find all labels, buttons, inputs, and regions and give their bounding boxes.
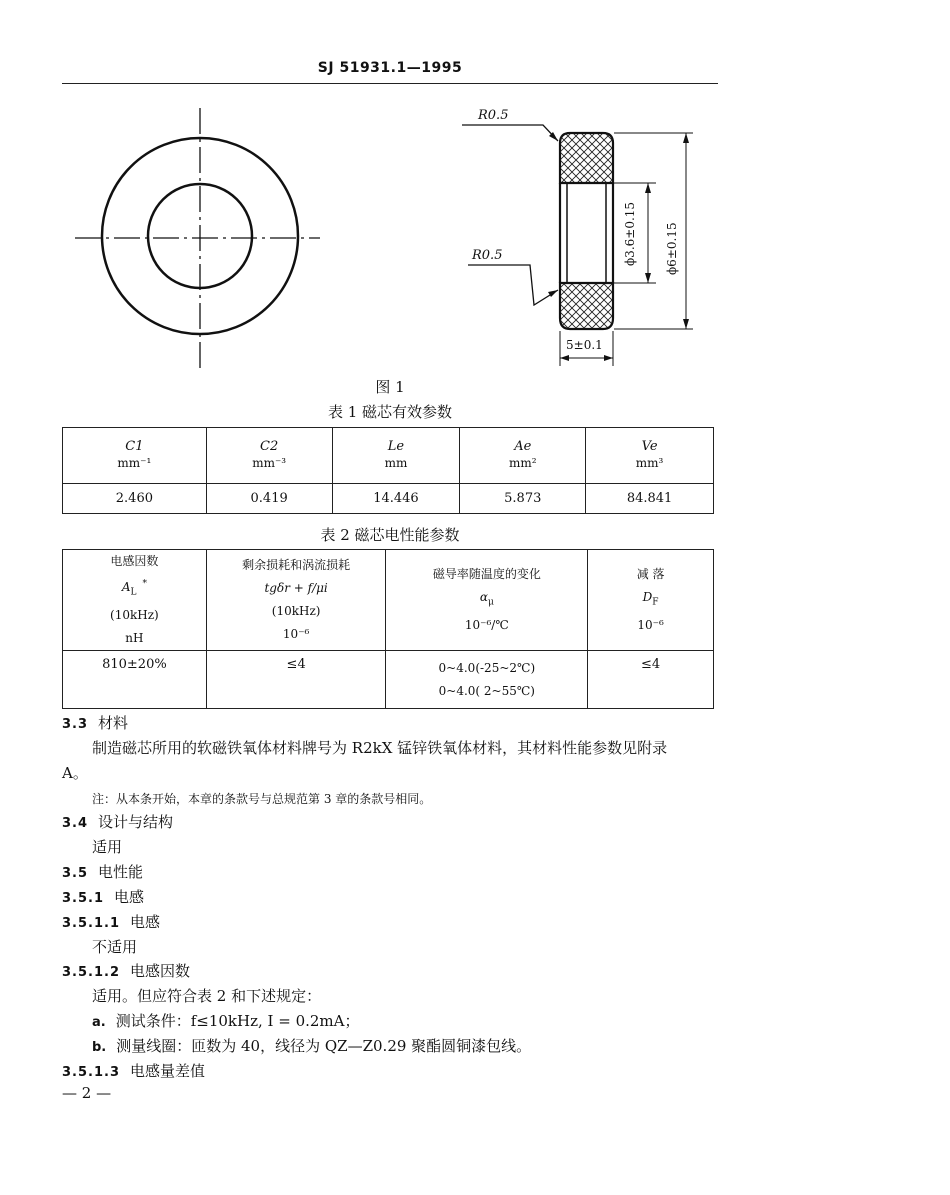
table2-header-row: [63, 550, 714, 651]
table1-value-cell: 0.419: [206, 484, 332, 514]
table1-header-cell: C1 mm⁻¹: [63, 428, 207, 484]
table2-caption: 表 2 磁芯电性能参数: [320, 526, 460, 544]
figure-1-drawing: [0, 0, 950, 390]
table2-header-disaccommodation: 减 落 $D_F$ 10⁻⁶: [588, 550, 714, 651]
table1-header-row: [63, 428, 714, 484]
table1-value-row: [63, 484, 714, 514]
width-dim: 5±0.1: [566, 338, 603, 352]
section-view: [462, 108, 693, 366]
list-item-a: a. 测试条件：f≤10kHz, I = 0.2mA；: [92, 1012, 360, 1030]
list-item-b: b. 测量线圈：匝数为 40，线径为 QZ—Z0.29 聚酯圆铜漆包线。: [92, 1037, 532, 1055]
table-1: [62, 427, 714, 514]
radius-label-top: R0.5: [478, 108, 509, 123]
table2-header-inductance-factor: 电感因数 $A_L^*$ (10kHz) nH: [63, 550, 207, 651]
outer-diameter-dim: ϕ6±0.15: [665, 222, 679, 275]
figure-caption: 图 1: [375, 378, 405, 396]
section-3-5-1-3-heading: 3.5.1.3 电感量差值: [62, 1062, 206, 1080]
table1-caption: 表 1 磁芯有效参数: [327, 403, 453, 421]
table1-value-cell: 5.873: [460, 484, 586, 514]
table1-header-cell: C2 mm⁻³: [206, 428, 332, 484]
table2-value-cell: 0~4.0(-25~2℃) 0~4.0( 2~55℃): [386, 651, 588, 709]
table2-value-cell: 810±20%: [63, 651, 207, 709]
table1-header-cell: Le mm: [332, 428, 460, 484]
section-3-3-body: 制造磁芯所用的软磁铁氧体材料牌号为 R2kX 锰锌铁氧体材料，其材料性能参数见附录: [92, 739, 668, 757]
section-3-3-heading: 3.3 材料: [62, 714, 129, 732]
inner-diameter-dim: ϕ3.6±0.15: [623, 201, 637, 266]
table1-value-cell: 14.446: [332, 484, 460, 514]
document-number-header: SJ 51931.1—1995: [317, 60, 463, 76]
table2-header-temp-coeff: 磁导率随温度的变化 $\alpha_\mu$ 10⁻⁶/℃: [386, 550, 588, 651]
table2-value-row: [63, 651, 714, 709]
section-3-5-1-heading: 3.5.1 电感: [62, 888, 145, 906]
table2-value-cell: ≤4: [206, 651, 386, 709]
section-3-4-heading: 3.4 设计与结构: [62, 813, 174, 831]
section-3-3-note: 注：从本条开始，本章的条款号与总规范第 3 章的条款号相同。: [92, 792, 432, 806]
table1-header-cell: Ae mm²: [460, 428, 586, 484]
section-3-3-body-cont: A。: [62, 764, 88, 782]
radius-label-mid: R0.5: [472, 248, 503, 263]
table2-value-cell: ≤4: [588, 651, 714, 709]
page-number: — 2 —: [62, 1084, 112, 1102]
table1-value-cell: 84.841: [586, 484, 714, 514]
table-2: [62, 549, 714, 709]
table1-header-cell: Ve mm³: [586, 428, 714, 484]
section-3-4-body: 适用: [92, 838, 123, 856]
section-3-5-1-2-heading: 3.5.1.2 电感因数: [62, 962, 191, 980]
section-3-5-1-1-heading: 3.5.1.1 电感: [62, 913, 161, 931]
table2-header-loss: 剩余损耗和涡流损耗 tgδr + f/μi (10kHz) 10⁻⁶: [206, 550, 386, 651]
table1-value-cell: 2.460: [63, 484, 207, 514]
section-3-5-heading: 3.5 电性能: [62, 863, 144, 881]
section-3-5-1-1-body: 不适用: [92, 938, 138, 956]
front-view: [75, 108, 320, 368]
section-3-5-1-2-body: 适用。但应符合表 2 和下述规定：: [92, 987, 322, 1005]
